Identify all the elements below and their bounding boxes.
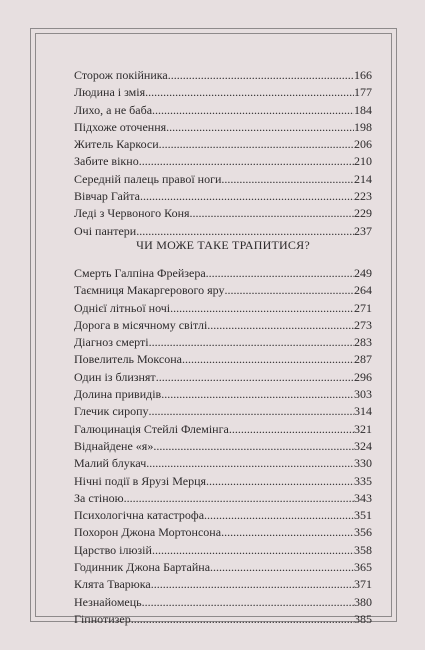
toc-entry xyxy=(74,84,372,101)
toc-list-part-b xyxy=(74,265,372,628)
toc-leader-dots xyxy=(204,507,354,524)
toc-entry xyxy=(74,559,372,576)
toc-entry xyxy=(74,576,372,593)
toc-entry-title: Смерть Галпіна Фрейзера xyxy=(74,266,206,280)
toc-entry-page: 380 xyxy=(354,594,372,609)
toc-entry xyxy=(74,473,372,490)
toc-entry-page: 343 xyxy=(354,490,372,505)
toc-leader-dots xyxy=(229,421,354,438)
toc-entry-title: Царство ілюзій xyxy=(74,542,152,557)
toc-leader-dots xyxy=(166,119,354,136)
toc-entry-page: 198 xyxy=(354,119,372,134)
toc-entry xyxy=(74,334,372,351)
toc-entry xyxy=(74,438,372,455)
toc-entry-page: 206 xyxy=(354,137,372,152)
toc-leader-dots xyxy=(152,102,354,119)
toc-entry-page: 184 xyxy=(354,102,372,117)
toc-entry-title: Годинник Джона Бартайна xyxy=(74,560,211,575)
toc-entry-title: Середній палець правої ноги xyxy=(74,171,222,186)
toc-entry-page: 324 xyxy=(354,438,372,453)
toc-leader-dots xyxy=(146,455,354,472)
toc-leader-dots xyxy=(210,559,354,576)
toc-entry-page: 365 xyxy=(354,560,372,575)
toc-entry-title: Глечик сиропу xyxy=(74,404,149,419)
toc-entry-page: 296 xyxy=(354,369,372,384)
toc-entry xyxy=(74,153,372,170)
toc-leader-dots xyxy=(161,386,354,403)
toc-entry-title: Таємниця Макаргерового яру xyxy=(74,283,225,298)
toc-entry xyxy=(74,386,372,403)
toc-entry-page: 330 xyxy=(354,456,372,471)
toc-entry-title: За стіною xyxy=(74,490,124,505)
toc-leader-dots xyxy=(168,67,354,84)
toc-entry-page: 371 xyxy=(354,577,372,592)
toc-entry-page: 321 xyxy=(354,421,372,436)
toc-leader-dots xyxy=(170,300,354,317)
toc-entry-title: Людина і змія xyxy=(74,85,146,100)
toc-entry-title: Малий блукач xyxy=(74,456,147,471)
toc-entry-page: 356 xyxy=(354,525,372,540)
toc-entry xyxy=(74,524,372,541)
toc-entry-title: Житель Каркоси xyxy=(74,137,159,152)
toc-entry-page: 335 xyxy=(354,473,372,488)
toc-entry xyxy=(74,282,372,299)
toc-entry-title: Незнайомець xyxy=(74,594,142,609)
toc-leader-dots xyxy=(139,153,354,170)
toc-entry-page: 271 xyxy=(354,300,372,315)
toc-leader-dots xyxy=(149,403,354,420)
toc-entry xyxy=(74,119,372,136)
toc-leader-dots xyxy=(142,594,354,611)
toc-entry xyxy=(74,369,372,386)
toc-leader-dots xyxy=(221,171,354,188)
toc-entry-page: 166 xyxy=(354,68,372,82)
toc-leader-dots xyxy=(151,576,354,593)
toc-entry-page: 177 xyxy=(354,85,372,100)
toc-entry-title: Підхоже оточення xyxy=(74,119,167,134)
toc-entry xyxy=(74,171,372,188)
toc-entry xyxy=(74,542,372,559)
toc-entry-page: 358 xyxy=(354,542,372,557)
toc-leader-dots xyxy=(206,265,354,282)
toc-entry-title: Похорон Джона Мортонсона xyxy=(74,525,222,540)
toc-entry-page: 237 xyxy=(354,223,372,238)
toc-entry xyxy=(74,300,372,317)
toc-leader-dots xyxy=(182,351,354,368)
toc-leader-dots xyxy=(153,438,354,455)
toc-entry xyxy=(74,490,372,507)
toc-leader-dots xyxy=(131,611,354,628)
toc-entry-title: Нічні події в Ярузі Мерця xyxy=(74,473,207,488)
toc-entry-title: Віднайдене «я» xyxy=(74,438,154,453)
toc-entry xyxy=(74,455,372,472)
toc-entry-page: 264 xyxy=(354,283,372,298)
toc-entry xyxy=(74,421,372,438)
toc-entry-page: 273 xyxy=(354,317,372,332)
toc-entry-title: Очі пантери xyxy=(74,223,137,238)
toc-entry xyxy=(74,265,372,282)
toc-entry-title: Леді з Червоного Коня xyxy=(74,206,190,221)
toc-entry-page: 223 xyxy=(354,189,372,204)
toc-leader-dots xyxy=(159,136,354,153)
toc-entry xyxy=(74,317,372,334)
toc-leader-dots xyxy=(225,282,354,299)
toc-entry-title: Забите вікно xyxy=(74,154,139,169)
toc-entry-title: Клята Тварюка xyxy=(74,577,151,592)
toc-entry xyxy=(74,594,372,611)
toc-entry xyxy=(74,507,372,524)
toc-entry xyxy=(74,351,372,368)
toc-entry-page: 385 xyxy=(354,611,372,626)
toc-entry-page: 229 xyxy=(354,206,372,221)
toc-entry xyxy=(74,403,372,420)
toc-entry-title: Однієї літньої ночі xyxy=(74,300,171,315)
toc-entry xyxy=(74,102,372,119)
toc-entry-page: 283 xyxy=(354,335,372,350)
toc-leader-dots xyxy=(152,542,354,559)
toc-entry-page: 303 xyxy=(354,387,372,402)
toc-entry xyxy=(74,136,372,153)
toc-leader-dots xyxy=(156,369,354,386)
section-heading: ЧИ МОЖЕ ТАКЕ ТРАПИТИСЯ? xyxy=(136,238,310,252)
toc-entry-title: Повелитель Моксона xyxy=(74,352,183,367)
toc-leader-dots xyxy=(221,524,354,541)
toc-leader-dots xyxy=(149,334,354,351)
toc-entry-title: Долина привидів xyxy=(74,387,162,402)
toc-entry-title: Сторож покійника xyxy=(74,68,168,82)
toc-leader-dots xyxy=(190,205,354,222)
toc-leader-dots xyxy=(124,490,354,507)
toc-leader-dots xyxy=(140,188,354,205)
toc-entry-page: 351 xyxy=(354,508,372,523)
toc-entry-page: 287 xyxy=(354,352,372,367)
toc-entry-title: Вівчар Гайта xyxy=(74,189,141,204)
toc-entry xyxy=(74,611,372,628)
toc-entry-page: 214 xyxy=(354,171,372,186)
toc-entry-title: Діагноз смерті xyxy=(74,335,149,350)
toc-entry-title: Психологічна катастрофа xyxy=(74,508,205,523)
toc-leader-dots xyxy=(145,84,354,101)
toc-entry-page: 249 xyxy=(354,266,372,280)
toc-leader-dots xyxy=(206,473,354,490)
toc-entry xyxy=(74,205,372,222)
toc-entry-title: Дорога в місячному світлі xyxy=(74,317,208,332)
toc-entry-page: 314 xyxy=(354,404,372,419)
toc-list-part-a xyxy=(74,67,372,240)
toc-entry xyxy=(74,67,372,84)
toc-entry-title: Один із близнят xyxy=(74,369,156,384)
toc-entry-title: Гіпнотизер xyxy=(74,611,131,626)
toc-leader-dots xyxy=(207,317,354,334)
toc-entry xyxy=(74,188,372,205)
toc-entry-page: 210 xyxy=(354,154,372,169)
toc-entry-title: Галюцинація Стейлі Флемінга xyxy=(74,421,229,436)
toc-entry-title: Лихо, а не баба xyxy=(74,102,153,117)
